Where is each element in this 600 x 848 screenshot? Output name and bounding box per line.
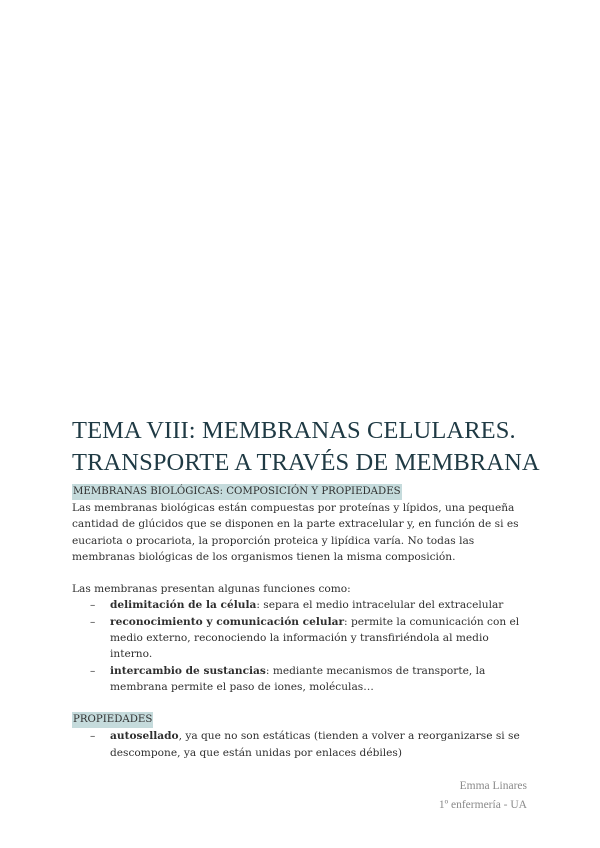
list-item [110, 614, 532, 663]
list-item-term: intercambio de sustancias [110, 664, 266, 677]
list-item [110, 663, 532, 696]
list-item-term: delimitación de la célula [110, 599, 257, 612]
functions-intro: Las membranas presentan algunas funciones como: [72, 583, 351, 596]
title-line-2: TRANSPORTE A TRAVÉS DE MEMBRANA [72, 449, 540, 476]
section-heading-composicion [72, 483, 532, 500]
list-item-term: reconocimiento y comunicación celular [110, 615, 345, 628]
list-item-text: , ya que no son estáticas (tienden a volver a reorganizarse si se descompone, ya que están unidas por enlaces débiles) [110, 730, 520, 759]
list-item-text: : permite la comunicación con el medio externo, reconociendo la información y transfiriéndola al medio interno. [110, 615, 520, 661]
list-item-term: autosellado [110, 730, 179, 743]
list-item [110, 728, 532, 761]
footer-course: 1º enfermería - UA [438, 799, 527, 811]
list-item [110, 597, 532, 613]
spacer [72, 565, 532, 581]
list-item-text: : mediante mecanismos de transporte, la membrana permite el paso de iones, moléculas… [110, 664, 486, 693]
page-footer [439, 777, 527, 815]
composition-paragraph: Las membranas biológicas están compuestas por proteínas y lípidos, una pequeña cantidad de glúcidos que se disponen en la parte extracelular y, en función de si es eucariota o procariota, la proporción proteica y lipídica varía. No todas las membranas biológicas de los organismos tienen la misma composición. [72, 502, 519, 563]
section-heading-text: MEMBRANAS BIOLÓGICAS: COMPOSICIÓN Y PROPIEDADES [72, 484, 402, 500]
properties-list [72, 728, 532, 761]
list-item-text: : separa el medio intracelular del extracelular [256, 599, 504, 612]
document-body [72, 483, 532, 761]
title-line-1: TEMA VIII: MEMBRANAS CELULARES. [72, 417, 516, 444]
section-heading-text: PROPIEDADES [72, 712, 153, 728]
section-heading-propiedades [72, 711, 532, 728]
footer-author: Emma Linares [459, 780, 527, 792]
functions-list [72, 597, 532, 695]
spacer [72, 695, 532, 711]
document-title [72, 415, 542, 479]
